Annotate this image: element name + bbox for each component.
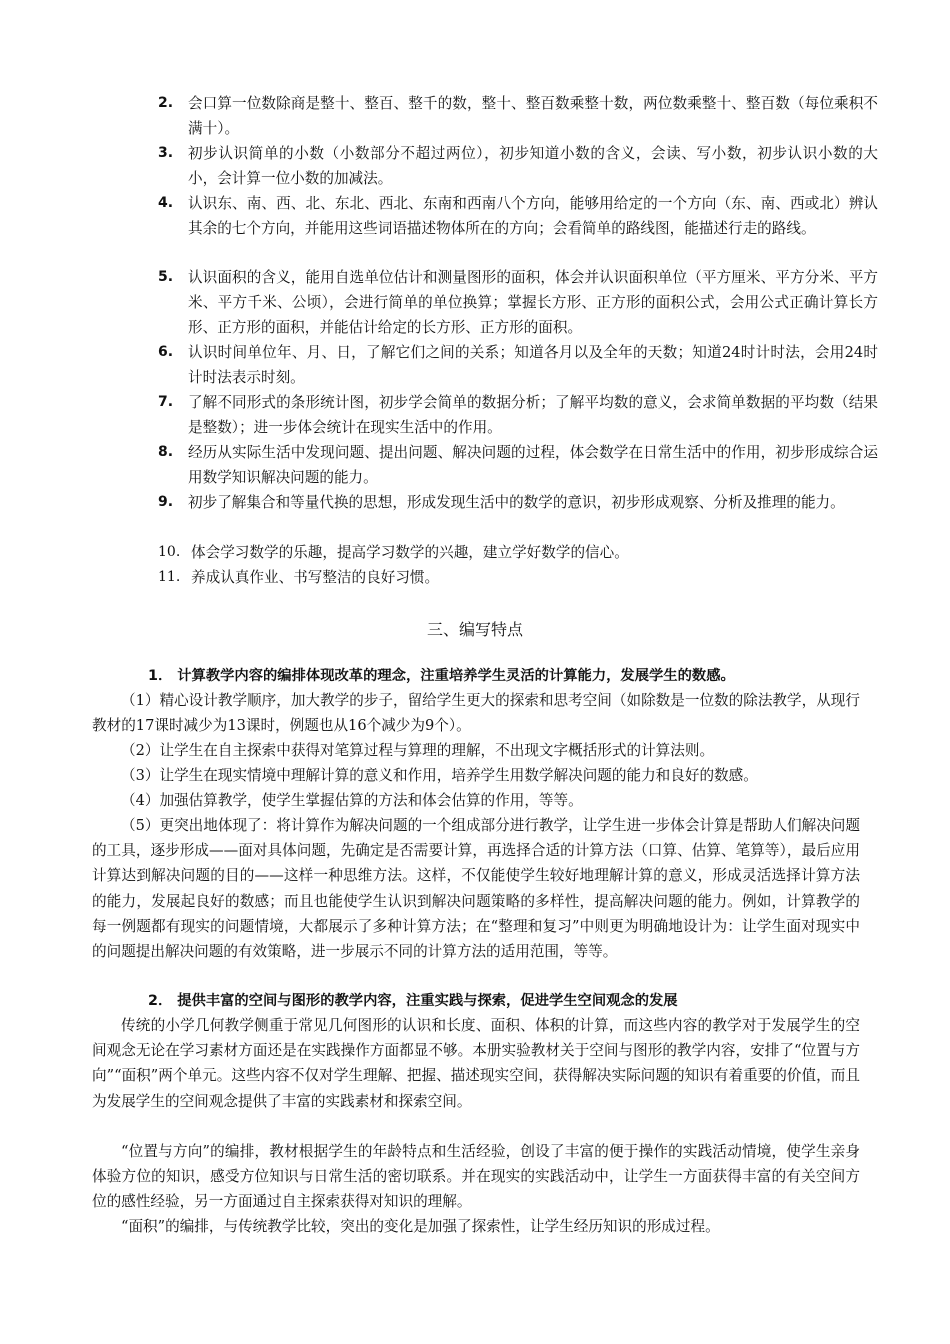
paragraph: （5）更突出地体现了：将计算作为解决问题的一个组成部分进行教学，让学生进一步体会计算是帮助人们解决问题的工具，逐步形成——面对具体问题，先确定是否需要计算，再选择合适的计算方法（口算、估算、笔算等），最后应用计算达到解决问题的目的——这样一种思维方法。这样，不仅能使学生较好地理解计算的意义，形成灵活选择计算方法的能力，发展起良好的数感；而且也能使学生认识到解决问题策略的多样性，提高解决问题的能力。例如，计算教学的每一例题都有现实的问题情境，大都展示了多种计算方法；在“整理和复习”中则更为明确地设计为：让学生面对现实中的问题提出解决问题的有效策略，进一步展示不同的计算方法的适用范围，等等。 [92, 817, 860, 961]
list-item [158, 440, 878, 490]
list-number: 4. [158, 195, 174, 211]
list-item [158, 265, 878, 340]
subsection-heading-2: 2． 提供丰富的空间与图形的教学内容，注重实践与探索，促进学生空间观念的发展 [148, 993, 678, 1009]
list-item [158, 540, 878, 565]
list-number: 10. [158, 544, 181, 560]
list-item [158, 490, 878, 515]
paragraph: “面积”的编排，与传统教学比较，突出的变化是加强了探索性，让学生经历知识的形成过程。 [121, 1218, 720, 1235]
list-text: 认识东、南、西、北、东北、西北、东南和西南八个方向，能够用给定的一个方向（东、南、西或北）辨认其余的七个方向，并能用这些词语描述物体所在的方向；会看简单的路线图，能描述行走的路线。 [188, 195, 878, 237]
paragraph: （3）让学生在现实情境中理解计算的意义和作用，培养学生用数学解决问题的能力和良好的数感。 [121, 767, 758, 784]
section-heading: 三、编写特点 [426, 620, 523, 639]
list-number: 3. [158, 145, 174, 161]
list-text: 养成认真作业、书写整洁的良好习惯。 [191, 569, 440, 586]
list-number: 9. [158, 494, 174, 510]
list-text: 了解不同形式的条形统计图，初步学会简单的数据分析；了解平均数的意义，会求简单数据的平均数（结果是整数）；进一步体会统计在现实生活中的作用。 [188, 394, 878, 436]
paragraph: “位置与方向”的编排，教材根据学生的年龄特点和生活经验，创设了丰富的便于操作的实践活动情境，使学生亲身体验方位的知识，感受方位知识与日常生活的密切联系。并在现实的实践活动中，让学生一方面获得丰富的有关空间方位的感性经验，另一方面通过自主探索获得对知识的理解。 [92, 1143, 860, 1211]
paragraph: （2）让学生在自主探索中获得对笔算过程与算理的理解，不出现文字概括形式的计算法则。 [121, 742, 715, 759]
subsection-heading-1: 1． 计算教学内容的编排体现改革的理念，注重培养学生灵活的计算能力，发展学生的数感。 [148, 668, 735, 684]
paragraph: （4）加强估算教学，使学生掌握估算的方法和体会估算的作用，等等。 [121, 792, 583, 809]
paragraph: 传统的小学几何教学侧重于常见几何图形的认识和长度、面积、体积的计算，而这些内容的教学对于发展学生的空间观念无论在学习素材方面还是在实践操作方面都显不够。本册实验教材关于空间与图形的教学内容，安排了“位置与方向”“面积”两个单元。这些内容不仅对学生理解、把握、描述现实空间，获得解决实际问题的知识有着重要的价值，而且为发展学生的空间观念提供了丰富的实践素材和探索空间。 [92, 1017, 860, 1110]
list-number: 8. [158, 444, 174, 460]
list-number: 11. [158, 569, 181, 585]
list-item [158, 141, 878, 191]
list-text: 经历从实际生活中发现问题、提出问题、解决问题的过程，体会数学在日常生活中的作用，初步形成综合运用数学知识解决问题的能力。 [188, 444, 878, 486]
list-item [158, 191, 878, 241]
list-item [158, 91, 878, 141]
list-text: 体会学习数学的乐趣，提高学习数学的兴趣，建立学好数学的信心。 [191, 544, 629, 561]
list-text: 认识时间单位年、月、日，了解它们之间的关系；知道各月以及全年的天数；知道24时计时法，会用24时计时法表示时刻。 [188, 344, 878, 386]
list-number: 6. [158, 344, 174, 360]
list-item [158, 390, 878, 440]
list-text: 认识面积的含义，能用自选单位估计和测量图形的面积，体会并认识面积单位（平方厘米、平方分米、平方米、平方千米、公顷），会进行简单的单位换算；掌握长方形、正方形的面积公式，会用公式正确计算长方形、正方形的面积，并能估计给定的长方形、正方形的面积。 [188, 269, 878, 336]
list-item [158, 565, 878, 590]
list-item [158, 340, 878, 390]
list-number: 2. [158, 95, 174, 111]
list-number: 7. [158, 394, 174, 410]
list-text: 初步认识简单的小数（小数部分不超过两位），初步知道小数的含义，会读、写小数，初步认识小数的大小，会计算一位小数的加减法。 [188, 145, 878, 187]
list-text: 初步了解集合和等量代换的思想，形成发现生活中的数学的意识，初步形成观察、分析及推理的能力。 [188, 494, 845, 511]
list-number: 5. [158, 269, 174, 285]
paragraph: （1）精心设计教学顺序，加大教学的步子，留给学生更大的探索和思考空间（如除数是一位数的除法教学，从现行教材的17课时减少为13课时，例题也从16个减少为9个）。 [92, 692, 860, 735]
list-text: 会口算一位数除商是整十、整百、整千的数，整十、整百数乘整十数，两位数乘整十、整百数（每位乘积不满十）。 [188, 95, 878, 137]
